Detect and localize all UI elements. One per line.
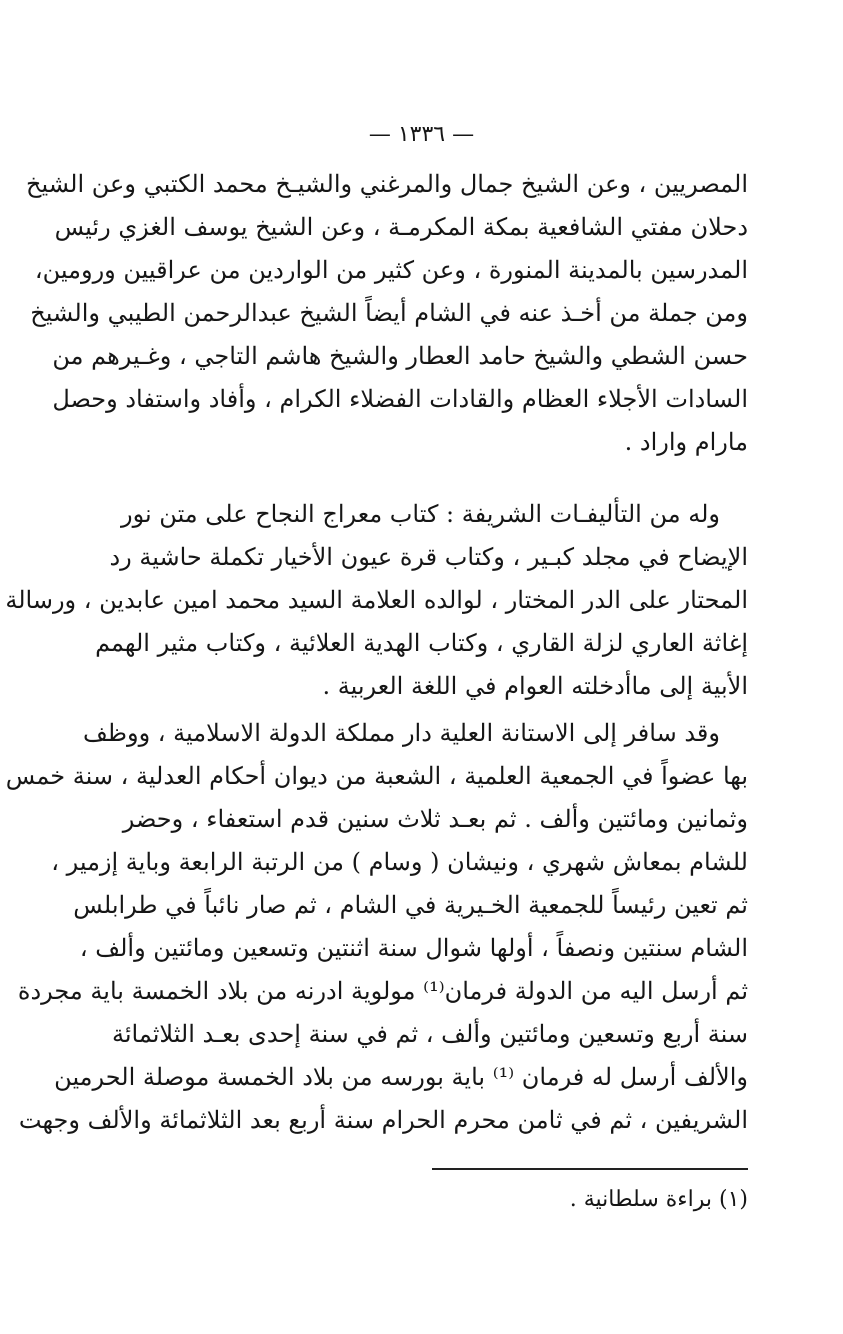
text-line: وقد سافر إلى الاستانة العلية دار مملكة الدولة الاسلامية ، ووظف: [83, 719, 720, 747]
text-line: الشريفين ، ثم في ثامن محرم الحرام سنة أربع بعد الثلاثمائة والألف وجهت: [18, 1106, 748, 1134]
footnote: (١) براءة سلطانية .: [569, 1187, 748, 1212]
text-line: بها عضواً في الجمعية العلمية ، الشعبة من ديوان أحكام العدلية ، سنة خمس: [5, 762, 748, 790]
text-line: للشام بمعاش شهري ، ونيشان ( وسام ) من الرتبة الرابعة وباية إزمير ،: [51, 848, 748, 876]
page-number: — ١٣٣٦ —: [368, 122, 475, 147]
text-line: السادات الأجلاء العظام والقادات الفضلاء الكرام ، وأفاد واستفاد وحصل: [52, 385, 748, 413]
text-line: والألف أرسل له فرمان ⁽¹⁾ باية بورسه من بلاد الخمسة موصلة الحرمين: [54, 1063, 748, 1091]
text-line: وله من التأليفـات الشريفة : كتاب معراج النجاح على متن نور: [121, 500, 720, 528]
footnote-divider: [432, 1168, 748, 1170]
text-line: الشام سنتين ونصفاً ، أولها شوال سنة اثنتين وتسعين ومائتين وألف ،: [79, 934, 748, 962]
text-line: المصريين ، وعن الشيخ جمال والمرغني والشيـخ محمد الكتبي وعن الشيخ: [26, 170, 748, 198]
text-line: حسن الشطي والشيخ حامد العطار والشيخ هاشم التاجي ، وغـيرهم من: [52, 342, 748, 370]
paragraph-teachers: [26, 163, 748, 464]
text-line: مارام واراد .: [624, 428, 748, 456]
text-line: الأبية إلى ماأدخلته العوام في اللغة العربية .: [322, 672, 748, 700]
text-line: دحلان مفتي الشافعية بمكة المكرمـة ، وعن الشيخ يوسف الغزي رئيس: [54, 213, 748, 241]
paragraph-career: [5, 712, 748, 1142]
text-line: المدرسين بالمدينة المنورة ، وعن كثير من الواردين من عراقيين ورومين،: [34, 256, 748, 284]
paragraph-works: [5, 493, 748, 708]
text-line: ثم أرسل اليه من الدولة فرمان⁽¹⁾ مولوية ادرنه من بلاد الخمسة باية مجردة: [17, 977, 748, 1005]
text-line: وثمانين ومائتين وألف . ثم بعـد ثلاث سنين قدم استعفاء ، وحضر: [122, 805, 748, 833]
text-line: إغاثة العاري لزلة القاري ، وكتاب الهدية العلائية ، وكتاب مثير الهمم: [95, 629, 748, 657]
text-line: ثم تعين رئيساً للجمعية الخـيرية في الشام ، ثم صار نائباً في طرابلس: [73, 891, 748, 919]
text-line: الإيضاح في مجلد كبـير ، وكتاب قرة عيون الأخيار تكملة حاشية رد: [109, 543, 748, 571]
text-line: ومن جملة من أخـذ عنه في الشام أيضاً الشيخ عبدالرحمن الطيبي والشيخ: [30, 299, 748, 327]
text-line: المحتار على الدر المختار ، لوالده العلامة السيد محمد امين عابدين ، ورسالة: [5, 586, 748, 614]
text-line: سنة أربع وتسعين ومائتين وألف ، ثم في سنة إحدى بعـد الثلاثمائة: [111, 1020, 748, 1048]
